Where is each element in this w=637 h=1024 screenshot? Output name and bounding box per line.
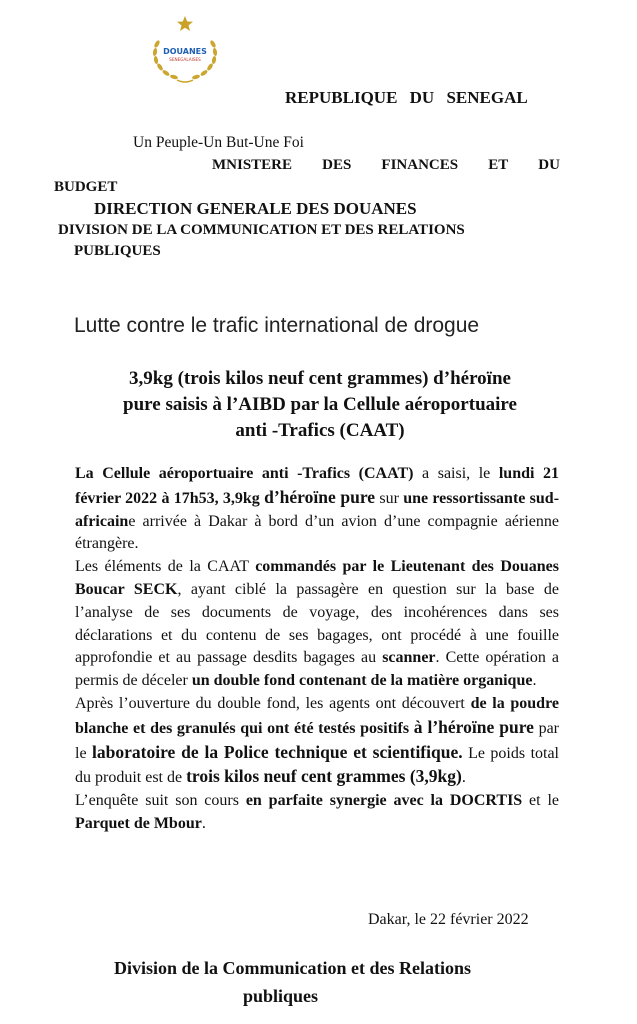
paragraph-4 bbox=[75, 790, 559, 836]
ministry-word: DES bbox=[322, 157, 352, 173]
article-title bbox=[40, 366, 600, 444]
date-line: Dakar, le 22 février 2022 bbox=[368, 911, 529, 928]
ministry-word: MNISTERE bbox=[212, 157, 293, 173]
ministry-line-2: BUDGET bbox=[54, 179, 118, 195]
text-span: en parfaite synergie avec la DOCRTIS bbox=[245, 792, 523, 810]
ministry-word: FINANCES bbox=[381, 157, 459, 173]
logo-subtext: SENEGALAISES bbox=[169, 57, 201, 62]
signature-line-1: Division de la Communication et des Relations bbox=[114, 958, 472, 978]
text-span: une ressortissante sud-africain bbox=[75, 489, 560, 530]
text-span: commandés par le Lieutenant des Douanes Boucar SECK bbox=[75, 558, 560, 598]
direction-heading: DIRECTION GENERALE DES DOUANES bbox=[94, 199, 417, 218]
national-motto: Un Peuple-Un But-Une Foi bbox=[133, 134, 304, 151]
division-line-2: PUBLIQUES bbox=[74, 243, 161, 259]
douanes-logo bbox=[147, 14, 223, 84]
text-span: L’enquête suit son cours bbox=[75, 792, 246, 810]
text-span: laboratoire de la Police technique et scientifique. bbox=[92, 741, 463, 762]
article-kicker: Lutte contre le trafic international de drogue bbox=[74, 314, 480, 337]
text-span: à l’héroïne pure bbox=[413, 716, 534, 737]
text-span: Les éléments de la CAAT bbox=[75, 558, 256, 576]
text-span: , ayant ciblé la passagère en question sur la base de l’analyse de ses documents de voyage, des incohérences dans ses déclarations et du contenu de ses bagages, ont procédé à une fouille approfondie et au passage desdits bagages au bbox=[75, 580, 559, 667]
signature-line-2: publiques bbox=[243, 986, 319, 1006]
text-span: . Cette opération a permis de déceler bbox=[75, 649, 559, 690]
text-span: La Cellule aéroportuaire anti -Trafics (CAAT) bbox=[75, 465, 414, 482]
paragraph-2 bbox=[75, 556, 559, 693]
division-line-1: DIVISION DE LA COMMUNICATION ET DES RELATIONS bbox=[58, 222, 465, 238]
text-span: de la poudre blanche et des granulés qui ont été testés positifs bbox=[75, 694, 559, 737]
text-span: . bbox=[532, 672, 537, 690]
text-span: par le bbox=[75, 719, 560, 762]
text-span: Parquet de Mbour bbox=[75, 814, 202, 832]
text-span: scanner bbox=[382, 649, 436, 667]
text-span: Le poids total du produit est de bbox=[75, 744, 559, 787]
title-line: pure saisis à l’AIBD par la Cellule aéroportuaire bbox=[123, 394, 517, 415]
title-line: 3,9kg (trois kilos neuf cent grammes) d’héroïne bbox=[129, 368, 511, 389]
text-span: Après l’ouverture du double fond, les agents ont découvert bbox=[75, 694, 471, 712]
republique-heading: REPUBLIQUE DU SENEGAL bbox=[285, 88, 528, 107]
ministry-word: DU bbox=[538, 157, 560, 173]
paragraph-3 bbox=[75, 693, 559, 790]
ministry-line-1 bbox=[212, 157, 560, 174]
text-span: . bbox=[201, 814, 206, 832]
text-span: et le bbox=[522, 792, 560, 810]
text-span: trois kilos neuf cent grammes (3,9kg) bbox=[186, 766, 462, 787]
text-span: un double fond contenant de la matière organique bbox=[191, 672, 533, 690]
text-span: . bbox=[461, 769, 466, 787]
text-span: lundi 21 février 2022 à 17h53, 3,9kg bbox=[75, 465, 559, 507]
text-span: sur bbox=[375, 489, 404, 507]
title-line: anti -Trafics (CAAT) bbox=[235, 420, 405, 441]
paragraph-1 bbox=[75, 463, 559, 556]
ministry-word: ET bbox=[488, 157, 509, 173]
article-body bbox=[75, 463, 559, 836]
text-span: d’héroïne pure bbox=[264, 486, 376, 507]
logo-text: DOUANES bbox=[163, 47, 207, 56]
text-span: a saisi, le bbox=[413, 465, 499, 482]
text-span: e arrivée à Dakar à bord d’un avion d’une compagnie aérienne étrangère. bbox=[75, 512, 559, 553]
